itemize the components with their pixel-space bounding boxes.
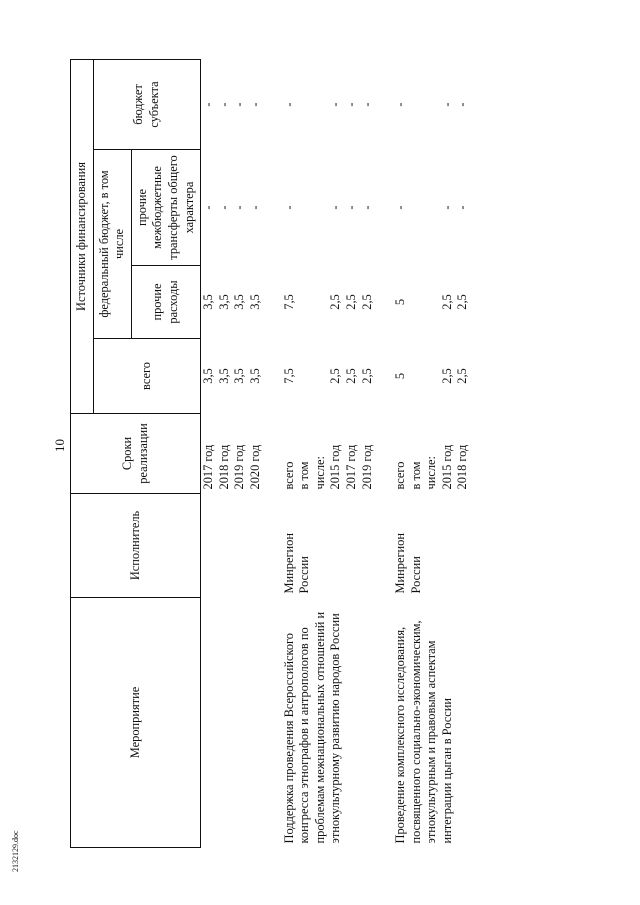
term-value: числе: bbox=[312, 456, 327, 490]
other-transfers-cell bbox=[282, 150, 376, 266]
total-value: 5 bbox=[393, 372, 408, 380]
other-transfers-value: - bbox=[247, 205, 262, 210]
page-number: 10 bbox=[52, 439, 67, 452]
total-cell bbox=[201, 339, 264, 414]
financing-table bbox=[70, 59, 471, 848]
other-transfers-value: - bbox=[232, 205, 247, 210]
total-value: 7,5 bbox=[281, 368, 296, 384]
header-other-transfers: прочие межбюджетные трансферты общего характера bbox=[131, 150, 200, 266]
executor-cell: Минрегион России bbox=[393, 532, 423, 594]
subject-budget-value: - bbox=[201, 102, 216, 107]
other-transfers-cell bbox=[201, 150, 264, 266]
term-value: 2015 год bbox=[439, 444, 454, 490]
total-value bbox=[409, 343, 425, 410]
subject-budget-value: - bbox=[439, 102, 454, 107]
header-other-expenses: прочие расходы bbox=[131, 266, 200, 339]
other-transfers-value: - bbox=[343, 205, 358, 210]
term-value: 2015 год bbox=[328, 444, 343, 490]
other-transfers-value: - bbox=[359, 205, 374, 210]
total-value: 2,5 bbox=[455, 368, 470, 384]
other-transfers-value: - bbox=[455, 205, 470, 210]
other-expenses-value: 2,5 bbox=[455, 294, 470, 310]
term-value: 2018 год bbox=[455, 444, 470, 490]
other-expenses-value: 3,5 bbox=[232, 294, 247, 310]
subject-budget-value bbox=[297, 63, 313, 145]
rotated-page-content bbox=[70, 60, 592, 848]
subject-budget-value: - bbox=[281, 102, 296, 107]
other-expenses-cell bbox=[282, 266, 376, 339]
header-sources: Источники финансирования bbox=[71, 59, 94, 413]
other-transfers-value: - bbox=[393, 205, 408, 210]
other-expenses-value: 2,5 bbox=[328, 294, 343, 310]
other-expenses-value: 3,5 bbox=[216, 294, 231, 310]
table-body bbox=[201, 59, 471, 847]
measure-cell: Поддержка проведения Всероссийского конгресса этнографов и антропологов по проблемам межнациональных отношений и этнокультурному развитию народов России bbox=[281, 611, 343, 844]
other-transfers-cell bbox=[393, 150, 471, 266]
term-value: 2019 год bbox=[359, 444, 374, 490]
total-value bbox=[313, 343, 329, 410]
header-total: всего bbox=[93, 339, 201, 414]
subject-budget-cell bbox=[282, 59, 376, 149]
term-cell bbox=[282, 414, 376, 494]
file-name-footer: 2132129.doc bbox=[11, 830, 20, 872]
executor-cell bbox=[201, 494, 264, 598]
term-value: в том bbox=[297, 461, 312, 490]
subject-budget-value bbox=[424, 63, 440, 145]
total-cell bbox=[282, 339, 376, 414]
other-expenses-value: 2,5 bbox=[439, 294, 454, 310]
other-expenses-value bbox=[313, 270, 329, 335]
subject-budget-cell bbox=[201, 59, 264, 149]
header-measure: Мероприятие bbox=[71, 598, 201, 848]
term-value: 2020 год bbox=[247, 444, 262, 490]
header-executor: Исполнитель bbox=[71, 494, 201, 598]
executor-cell: Минрегион России bbox=[281, 532, 312, 594]
total-value: 2,5 bbox=[439, 368, 454, 384]
subject-budget-value: - bbox=[343, 102, 358, 107]
header-subject-budget: бюджет субъекта bbox=[93, 59, 201, 149]
table-row bbox=[201, 59, 264, 847]
term-value: всего bbox=[393, 461, 408, 490]
total-cell bbox=[393, 339, 471, 414]
total-value: 2,5 bbox=[359, 368, 374, 384]
subject-budget-value: - bbox=[328, 102, 343, 107]
table-row bbox=[282, 59, 376, 847]
other-transfers-value: - bbox=[281, 205, 296, 210]
term-value: числе: bbox=[424, 456, 439, 490]
other-expenses-value bbox=[409, 270, 425, 335]
other-expenses-value: 2,5 bbox=[343, 294, 358, 310]
other-expenses-value: 2,5 bbox=[359, 294, 374, 310]
other-expenses-value bbox=[297, 270, 313, 335]
total-value: 3,5 bbox=[232, 368, 247, 384]
total-value bbox=[297, 343, 313, 410]
other-expenses-value bbox=[424, 270, 440, 335]
subject-budget-cell bbox=[393, 59, 471, 149]
total-value: 2,5 bbox=[328, 368, 343, 384]
subject-budget-value: - bbox=[455, 102, 470, 107]
total-value: 3,5 bbox=[216, 368, 231, 384]
table-header bbox=[71, 59, 201, 847]
header-terms: Сроки реализации bbox=[71, 414, 201, 494]
other-transfers-value bbox=[297, 154, 313, 262]
subject-budget-value: - bbox=[232, 102, 247, 107]
term-cell bbox=[393, 414, 471, 494]
measure-cell: Проведение комплексного исследования, посвященного социально-экономическим, этнокультурным и правовым аспектам интеграции цыган в России bbox=[393, 620, 454, 844]
total-value: 3,5 bbox=[247, 368, 262, 384]
term-value: 2017 год bbox=[201, 444, 216, 490]
other-expenses-value: 3,5 bbox=[247, 294, 262, 310]
total-value: 3,5 bbox=[201, 368, 216, 384]
total-value bbox=[424, 343, 440, 410]
subject-budget-value: - bbox=[359, 102, 374, 107]
total-value: 2,5 bbox=[343, 368, 358, 384]
term-value: 2017 год bbox=[343, 444, 358, 490]
subject-budget-value: - bbox=[247, 102, 262, 107]
subject-budget-value bbox=[409, 63, 425, 145]
term-value: в том bbox=[408, 461, 423, 490]
other-transfers-value bbox=[409, 154, 425, 262]
other-transfers-value bbox=[424, 154, 440, 262]
term-value: 2019 год bbox=[232, 444, 247, 490]
measure-cell bbox=[201, 598, 264, 848]
other-transfers-value: - bbox=[201, 205, 216, 210]
term-cell bbox=[201, 414, 264, 494]
other-transfers-value: - bbox=[439, 205, 454, 210]
other-transfers-value: - bbox=[216, 205, 231, 210]
subject-budget-value: - bbox=[216, 102, 231, 107]
term-value: 2018 год bbox=[216, 444, 231, 490]
term-value: всего bbox=[281, 461, 296, 490]
subject-budget-value: - bbox=[393, 102, 408, 107]
other-expenses-value: 3,5 bbox=[201, 294, 216, 310]
subject-budget-value bbox=[313, 63, 329, 145]
other-transfers-value: - bbox=[328, 205, 343, 210]
other-expenses-cell bbox=[201, 266, 264, 339]
table-row bbox=[393, 59, 471, 847]
other-expenses-value: 7,5 bbox=[281, 294, 296, 310]
header-federal: федеральный бюджет, в том числе bbox=[93, 150, 131, 339]
other-expenses-value: 5 bbox=[393, 298, 408, 306]
other-expenses-cell bbox=[393, 266, 471, 339]
other-transfers-value bbox=[313, 154, 329, 262]
